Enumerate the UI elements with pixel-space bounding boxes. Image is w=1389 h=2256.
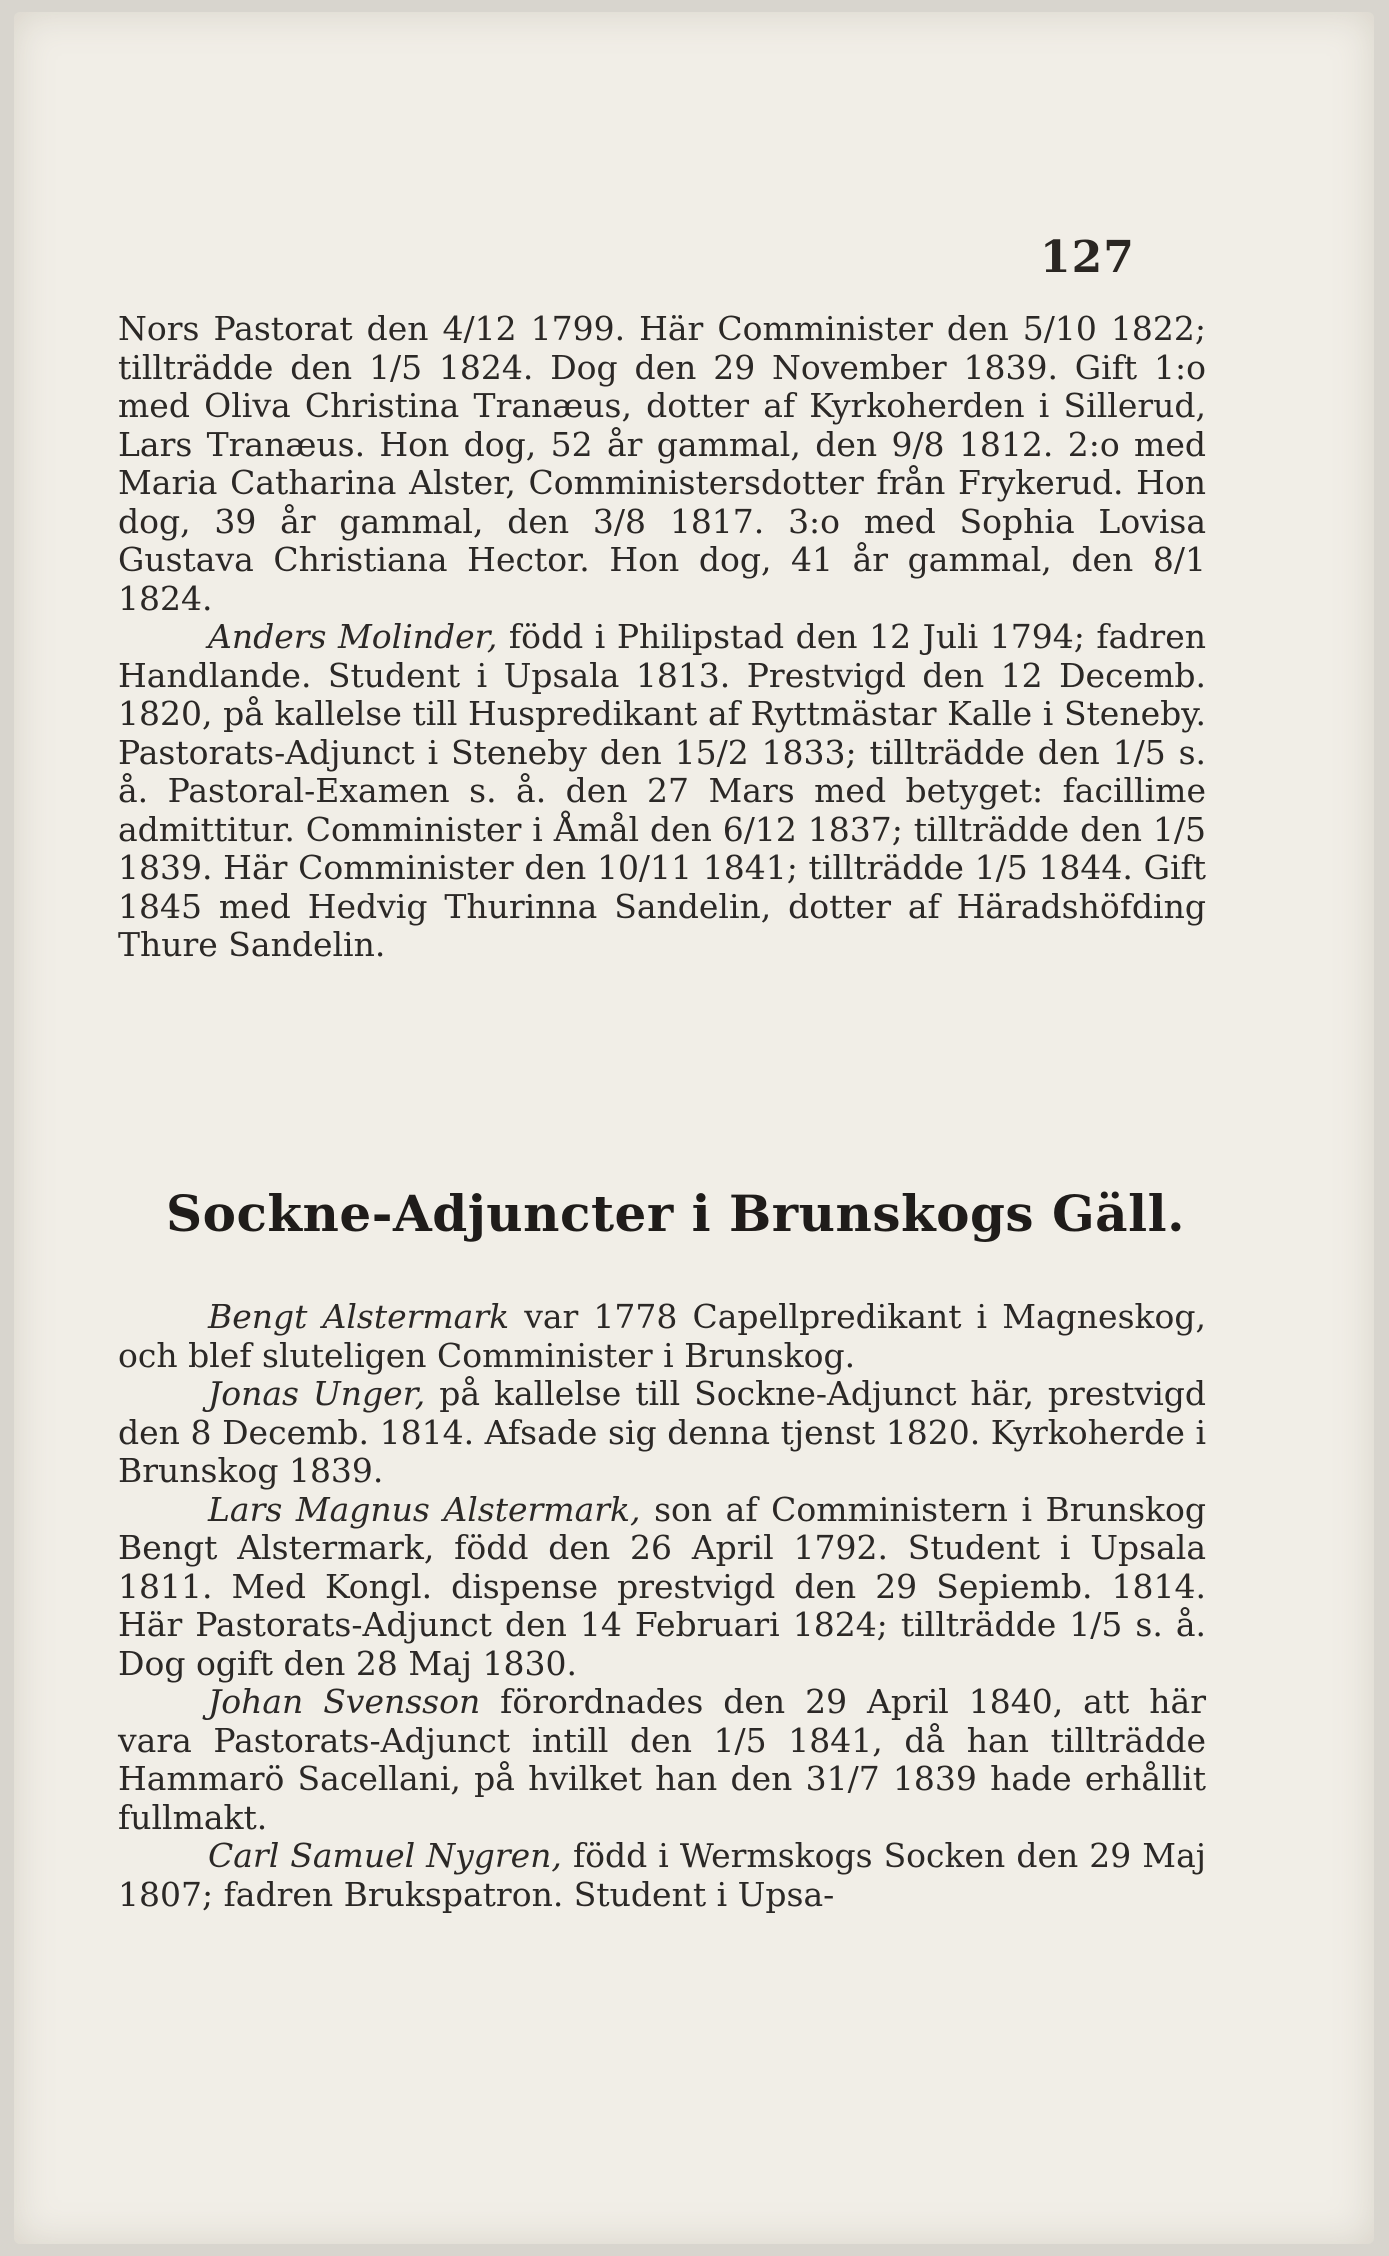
person-name: Lars Magnus Alstermark, — [208, 1489, 641, 1529]
entry-text: född i Wermskogs Socken den 29 Maj 1807; fadren Brukspatron. Student i Upsa- — [118, 1836, 1206, 1914]
entry-paragraph — [118, 618, 1206, 965]
page-number: 127 — [1040, 232, 1135, 283]
person-name: Johan Svensson — [208, 1682, 481, 1721]
entry-paragraph — [118, 1837, 1206, 1914]
entry-text: son af Comministern i Brunskog Bengt Alstermark, född den 26 April 1792. Student i Upsala 1811. Med Kongl. dispense prestvigd den 29 Sepiemb. 1814. Här Pastorats-Adjunct den 14 Februari 1824; tillträdde 1/5 s. å. Dog ogift den 28 Maj 1830. — [118, 1489, 1207, 1683]
entry-paragraph — [118, 1298, 1206, 1375]
entry-paragraph — [118, 1683, 1206, 1837]
entry-section-bottom — [118, 1298, 1206, 1914]
entry-text: förordnades den 29 April 1840, att här vara Pastorats-Adjunct intill den 1/5 1841, då han tillträdde Hammarö Sacellani, på hvilket han den 31/7 1839 hade erhållit fullmakt. — [118, 1682, 1206, 1837]
entry-section-top — [118, 310, 1206, 965]
entry-text: på kallelse till Sockne-Adjunct här, prestvigd den 8 Decemb. 1814. Afsade sig denna tjenst 1820. Kyrkoherde i Brunskog 1839. — [118, 1374, 1206, 1490]
person-name: Bengt Alstermark — [208, 1297, 510, 1336]
entry-text: var 1778 Capellpredikant i Magneskog, och blef sluteligen Comminister i Brunskog. — [118, 1297, 1206, 1375]
section-heading: Sockne-Adjuncter i Brunskogs Gäll. — [166, 1184, 1185, 1243]
entry-paragraph — [118, 310, 1206, 618]
person-name: Carl Samuel Nygren, — [208, 1836, 562, 1875]
person-name: Jonas Unger, — [208, 1374, 426, 1413]
entry-paragraph — [118, 1375, 1206, 1491]
entry-text: född i Philipstad den 12 Juli 1794; fadren Handlande. Student i Upsala 1813. Prestvigd den 12 Decemb. 1820, på kallelse till Huspredikant af Ryttmästar Kalle i Steneby. Pastorats-Adjunct i Steneby den 15/2 1833; tillträdde den 1/5 s. å. Pastoral-Examen s. å. den 27 Mars med betyget: facillime admittitur. Comminister i Åmål den 6/12 1837; tillträdde den 1/5 1839. Här Comminister den 10/11 1841; tillträdde 1/5 1844. Gift 1845 med Hedvig Thurinna Sandelin, dotter af Häradshöfding Thure Sandelin. — [118, 617, 1206, 964]
entry-paragraph — [118, 1491, 1206, 1684]
person-name: Anders Molinder, — [208, 617, 498, 656]
entry-text: Nors Pastorat den 4/12 1799. Här Comminister den 5/10 1822; tillträdde den 1/5 1824. Dog den 29 November 1839. Gift 1:o med Oliva Christina Tranæus, dotter af Kyrkoherden i Sillerud, Lars Tranæus. Hon dog, 52 år gammal, den 9/8 1812. 2:o med Maria Catharina Alster, Comministersdotter från Frykerud. Hon dog, 39 år gammal, den 3/8 1817. 3:o med Sophia Lovisa Gustava Christiana Hector. Hon dog, 41 år gammal, den 8/1 1824. — [118, 309, 1206, 618]
